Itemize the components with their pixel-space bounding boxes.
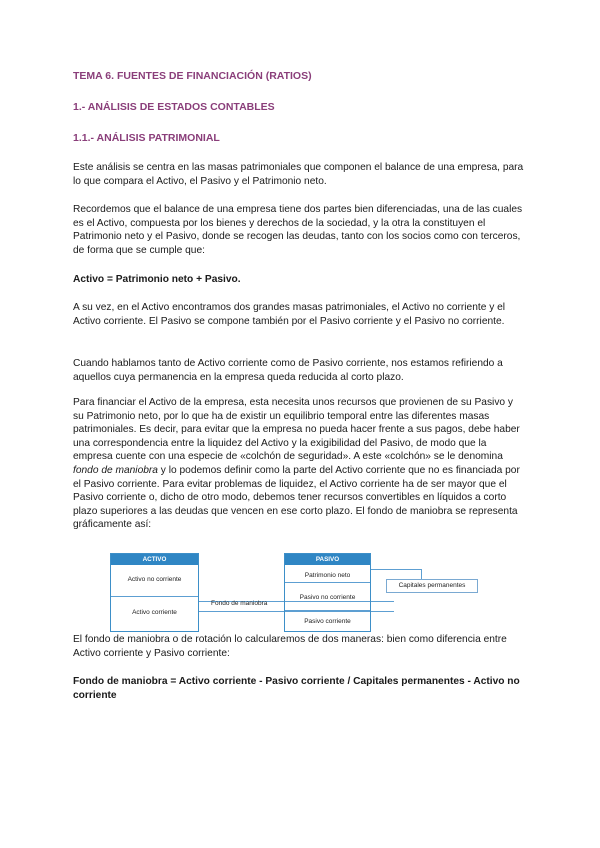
- paragraph-5-text-a: Para financiar el Activo de la empresa, esta necesita unos recursos que provienen de su Pasivo y su Patrimonio neto, por lo que ha de existir un equilibrio temporal entre las diferentes masas patrimoniales. Es decir, para evitar que la empresa no pueda hacer frente a sus pagos, debe haber una correspondencia entre la liquidez del Activo y la exigibilidad del Pasivo, de modo que la empresa cuente con una especie de «colchón de seguridad». A este «colchón» se le denomina: [73, 397, 520, 463]
- paragraph-1: Este análisis se centra en las masas patrimoniales que componen el balance de una empresa, para lo que compara el Activo, el Pasivo y el Patrimonio neto.: [73, 162, 524, 187]
- patrimonio-neto: Patrimonio neto: [304, 572, 351, 579]
- formula-balance: Activo = Patrimonio neto + Pasivo.: [73, 274, 241, 285]
- paragraph-5-text-b: y lo podemos definir como la parte del Activo corriente que no es financiada por el Pasivo corriente. Para evitar problemas de liquidez, el Activo corriente ha de ser mayor que el Pasivo corriente o, dicho de otro modo, debemos tener recursos convertibles en líquidos a corto plazo superiores a las deudas que vencen en ese corto plazo. El fondo de maniobra se representa gráficamente así:: [73, 464, 520, 531]
- paragraph-3: A su vez, en el Activo encontramos dos grandes masas patrimoniales, el Activo no corriente y el Activo corriente. El Pasivo se compone también por el Pasivo corriente y el Pasivo no corriente.: [73, 302, 506, 327]
- pasivo-no-corriente: Pasivo no corriente: [299, 594, 356, 601]
- section-heading-1: 1.- ANÁLISIS DE ESTADOS CONTABLES: [73, 101, 275, 113]
- fondo-maniobra-diagram: [110, 553, 490, 633]
- capitales-connector-top: [371, 569, 421, 570]
- topic-title: TEMA 6. FUENTES DE FINANCIACIÓN (RATIOS): [73, 70, 312, 82]
- paragraph-4: Cuando hablamos tanto de Activo corriente como de Pasivo corriente, nos estamos refiriendo a aquellos cuya permanencia en la empresa queda reducida al corto plazo.: [73, 358, 503, 383]
- capitales-connector-vertical: [421, 569, 422, 579]
- pasivo-divider-2: [285, 610, 370, 611]
- pasivo-divider-1: [285, 582, 370, 583]
- capitales-permanentes-box: [386, 579, 478, 593]
- activo-divider: [111, 596, 198, 597]
- pasivo-corriente: Pasivo corriente: [304, 618, 351, 625]
- paragraph-5: [73, 396, 525, 532]
- activo-corriente: Activo corriente: [132, 609, 177, 616]
- pasivo-title: PASIVO: [285, 554, 370, 565]
- paragraph-5-italic: fondo de maniobra: [73, 464, 158, 476]
- activo-box: [110, 553, 199, 632]
- section-heading-1-1: 1.1.- ANÁLISIS PATRIMONIAL: [73, 132, 220, 144]
- activo-no-corriente: Activo no corriente: [127, 576, 182, 583]
- formula-fondo-maniobra: Fondo de maniobra = Activo corriente - Pasivo corriente / Capitales permanentes - Activo no corriente: [73, 676, 520, 701]
- fondo-maniobra-label: Fondo de maniobra: [211, 600, 268, 607]
- paragraph-2: Recordemos que el balance de una empresa tiene dos partes bien diferenciadas, una de las cuales es el Activo, compuesta por los bienes y derechos de la sociedad, y la otra la constituyen el Patrimonio neto y el Pasivo, donde se recogen las deudas, tanto con los socios como con terceros, de forma que se cumple que:: [73, 204, 523, 256]
- capitales-permanentes: Capitales permanentes: [398, 582, 466, 589]
- pasivo-box: [284, 553, 371, 632]
- activo-title: ACTIVO: [111, 554, 198, 565]
- paragraph-6: El fondo de maniobra o de rotación lo calcularemos de dos maneras: bien como diferencia entre Activo corriente y Pasivo corriente:: [73, 634, 507, 659]
